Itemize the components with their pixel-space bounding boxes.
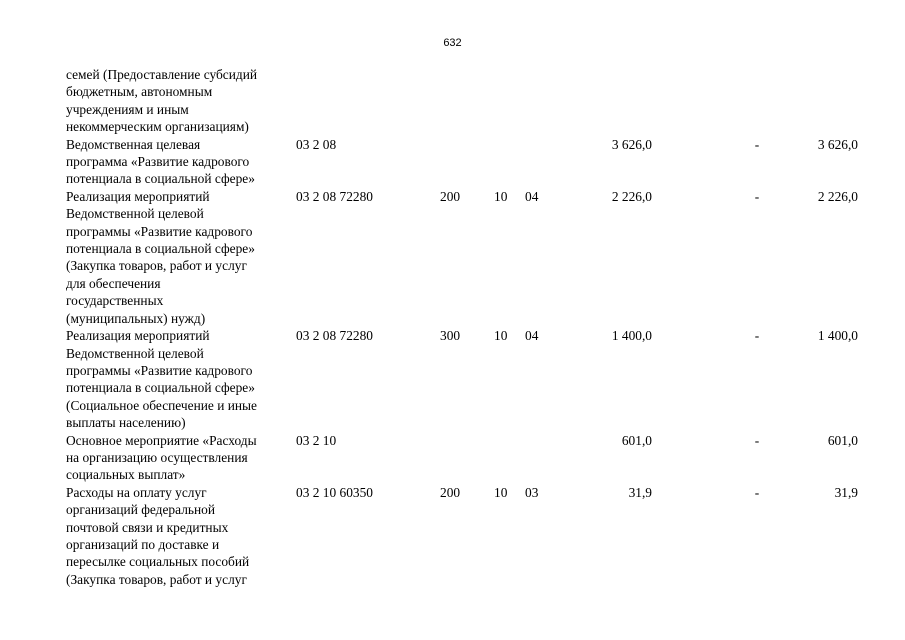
row-name-line: для обеспечения (66, 275, 161, 291)
total-cell: 3 626,0 (817, 136, 858, 152)
row-name-line: Ведомственной целевой (66, 345, 204, 361)
row-name-line: на организацию осуществления (66, 449, 248, 465)
row-name-line: (Закупка товаров, работ и услуг (66, 571, 247, 587)
row-name-line: выплаты населению) (66, 415, 186, 431)
row-name-line: (Социальное обеспечение и иные (66, 397, 257, 413)
row-name-line: программы «Развитие кадрового (66, 362, 253, 378)
row-name-cell (66, 432, 288, 484)
program-code-cell: 03 2 10 (296, 432, 337, 448)
expense-type-cell: 300 (440, 328, 461, 344)
row-name-cell (66, 66, 288, 136)
table-row (0, 432, 905, 484)
change-cell: - (754, 432, 760, 448)
amount-cell: 3 626,0 (611, 136, 652, 152)
table-row (0, 188, 905, 327)
row-name-line: государственных (66, 293, 164, 309)
row-name-cell (66, 327, 288, 431)
row-name-line: семей (Предоставление субсидий (66, 67, 258, 82)
row-name-line: (Закупка товаров, работ и услуг (66, 258, 247, 274)
row-name-line: организаций по доставке и (66, 536, 220, 552)
row-name-cell (66, 188, 288, 327)
total-cell: 31,9 (834, 484, 858, 500)
row-name-line: потенциала в социальной сфере» (66, 241, 255, 257)
expense-type-cell: 200 (440, 484, 461, 500)
row-name-line: социальных выплат» (66, 467, 186, 483)
row-name-line: потенциала в социальной сфере» (66, 380, 255, 396)
page-number: 632 (443, 37, 462, 49)
amount-cell: 31,9 (628, 484, 652, 500)
row-name-line: программы «Развитие кадрового (66, 223, 253, 239)
row-name-cell (66, 484, 288, 588)
row-name-line: Расходы на оплату услуг (66, 484, 207, 500)
section-cell: 10 (494, 328, 508, 344)
section-cell: 10 (494, 484, 508, 500)
section-cell: 10 (494, 188, 508, 204)
table-row (0, 484, 905, 588)
total-cell: 2 226,0 (817, 188, 858, 204)
subsection-cell: 03 (525, 484, 539, 500)
change-cell: - (754, 188, 760, 204)
table-row (0, 66, 905, 136)
row-name-line: Реализация мероприятий (66, 188, 210, 204)
row-name-line: Ведомственной целевой (66, 206, 204, 222)
row-name-line: потенциала в социальной сфере» (66, 171, 255, 187)
program-code-cell: 03 2 08 72280 (296, 188, 373, 204)
table-row (0, 136, 905, 188)
row-name-line: почтовой связи и кредитных (66, 519, 229, 535)
row-name-line: учреждениям и иным (66, 101, 189, 117)
total-cell: 601,0 (827, 432, 858, 448)
program-code-cell: 03 2 08 (296, 136, 337, 152)
change-cell: - (754, 136, 760, 152)
budget-table (0, 66, 905, 588)
total-cell: 1 400,0 (817, 328, 858, 344)
amount-cell: 601,0 (621, 432, 652, 448)
row-name-line: Ведомственная целевая (66, 136, 201, 152)
subsection-cell: 04 (525, 328, 539, 344)
expense-type-cell: 200 (440, 188, 461, 204)
row-name-line: (муниципальных) нужд) (66, 310, 206, 326)
amount-cell: 1 400,0 (611, 328, 652, 344)
amount-cell: 2 226,0 (611, 188, 652, 204)
row-name-line: бюджетным, автономным (66, 84, 213, 100)
row-name-line: пересылке социальных пособий (66, 554, 250, 570)
table-row (0, 327, 905, 431)
program-code-cell: 03 2 10 60350 (296, 484, 373, 500)
row-name-cell (66, 136, 288, 188)
change-cell: - (754, 328, 760, 344)
row-name-line: некоммерческим организациям) (66, 119, 249, 135)
subsection-cell: 04 (525, 188, 539, 204)
program-code-cell: 03 2 08 72280 (296, 328, 373, 344)
row-name-line: организаций федеральной (66, 502, 216, 518)
row-name-line: программа «Развитие кадрового (66, 154, 250, 170)
row-name-line: Реализация мероприятий (66, 328, 210, 344)
change-cell: - (754, 484, 760, 500)
row-name-line: Основное мероприятие «Расходы (66, 432, 257, 448)
